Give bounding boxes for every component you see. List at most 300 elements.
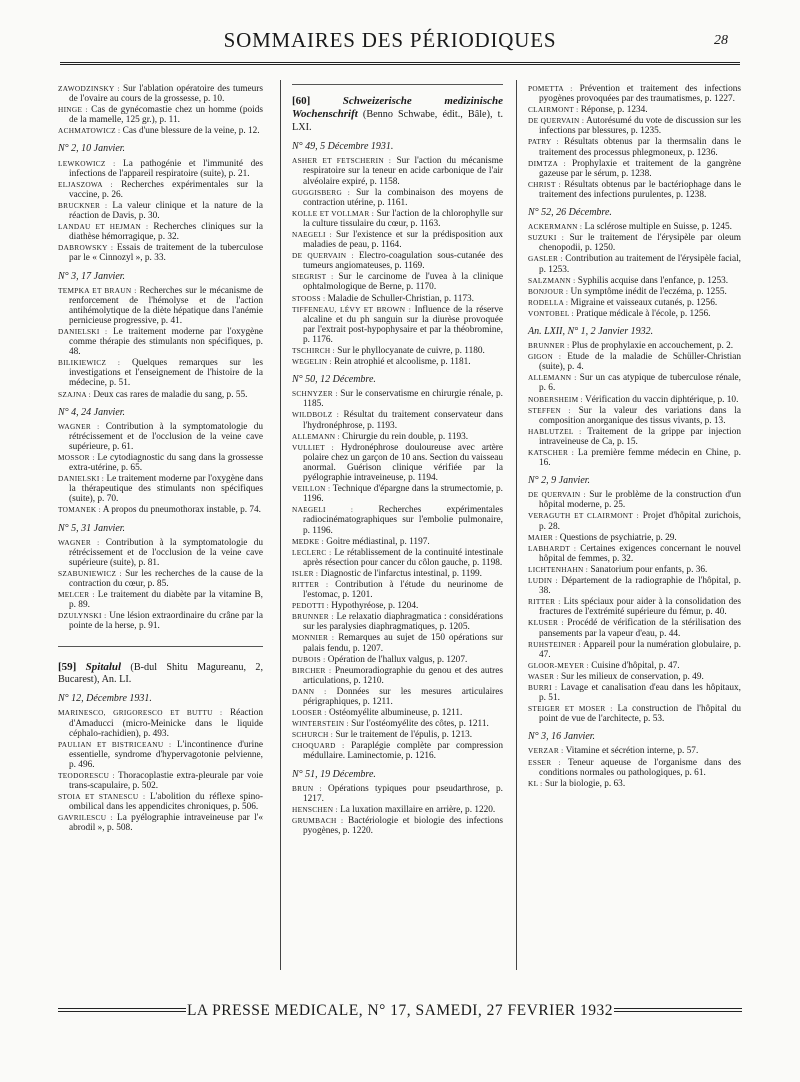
article-entry	[528, 640, 741, 660]
article-entry	[58, 422, 263, 452]
article-title: Sur la biologie, p. 63.	[544, 778, 626, 789]
article-entry	[528, 427, 741, 447]
article-entry	[58, 390, 263, 400]
article-title: Pratique médicale à l'école, p. 1256.	[576, 308, 711, 319]
page-number: 28	[714, 33, 728, 48]
article-entry	[292, 633, 503, 653]
author-names: WASER :	[528, 671, 559, 681]
article-title: Thoracoplastie extra-pleurale par voie trans-scapulaire, p. 502.	[69, 770, 263, 792]
author-names: DANIELSKI :	[58, 474, 105, 484]
article-title: Le rétablissement de la continuité intestinale après résection pour cancer du côlon gauche, p. 1198.	[303, 547, 504, 568]
entry-list	[528, 222, 741, 319]
article-entry	[58, 159, 263, 179]
article-entry	[528, 533, 741, 543]
article-title: Contribution à la symptomatologie du rétrécissement et de l'occlusion de la veine cave supérieure (suite), p. 81.	[69, 537, 263, 568]
article-entry	[58, 327, 263, 357]
issue-heading: N° 52, 26 Décembre.	[528, 207, 612, 219]
author-names: SUZUKI :	[528, 233, 565, 243]
article-entry	[292, 580, 503, 600]
article-entry	[528, 105, 741, 115]
article-title: Département de la radiographie de l'hôpital, p. 38.	[539, 576, 741, 597]
author-names: LABHARDT :	[528, 543, 577, 553]
article-title: Vérification du vaccin diphtérique, p. 10.	[585, 394, 739, 405]
article-title: Procédé de vérification de la stérilisation des pansements par la vapeur d'eau, p. 44.	[539, 618, 741, 639]
article-entry	[292, 251, 503, 271]
article-entry	[58, 792, 263, 812]
article-title: Etude de la maladie de Schüller-Christian (suite), p. 4.	[539, 352, 741, 373]
author-names: BIRCHER :	[292, 665, 332, 675]
column-1	[58, 84, 263, 835]
author-names: LECLERC :	[292, 547, 332, 557]
author-names: SCHURCH :	[292, 730, 334, 740]
article-title: Recherches expérimentales sur la vaccine, p. 26.	[69, 179, 263, 200]
author-names: ACKERMANN :	[528, 222, 583, 232]
article-title: Sur le problème de la construction d'un hôpital moderne, p. 25.	[539, 490, 741, 511]
author-names: TEMPKA ET BRAUN :	[58, 285, 137, 295]
article-title: Résultats obtenus par la thermsalin dans le traitement des processus phlegmoneux, p. 1236.	[539, 137, 741, 158]
article-title: Sur le traitement de l'érysipèle par oleum chenopodii, p. 1250.	[539, 233, 741, 254]
author-names: BRUNNER :	[292, 612, 334, 622]
author-names: VERZAR :	[528, 746, 564, 756]
article-title: Le traitement du diabète par la vitamine B, p. 89.	[69, 590, 263, 611]
journal-heading	[292, 95, 503, 134]
journal-name: Schweizerische medizinische Wochenschrift	[292, 95, 503, 121]
author-names: NAEGELI :	[292, 505, 354, 515]
article-title: L'incontinence d'urine essentielle, syndrome d'hypervagotonie pelvienne, p. 496.	[69, 739, 264, 770]
article-title: Syphilis acquise dans l'enfance, p. 1253.	[577, 275, 729, 286]
article-entry	[528, 352, 741, 372]
article-entry	[58, 590, 263, 610]
issue-heading: N° 2, 10 Janvier.	[58, 143, 126, 155]
entry-list	[528, 746, 741, 788]
author-names: WINTERSTEIN :	[292, 719, 349, 729]
author-names: ISLER :	[292, 568, 319, 578]
article-title: Technique d'épargne dans la strumectomie, p. 1196.	[303, 484, 504, 505]
article-entry	[292, 432, 503, 442]
article-title: Le traitement moderne par l'oxygène dans la thérapeutique des stimulants non spécifiques (suite), p. 70.	[69, 474, 264, 505]
article-title: Cas d'une blessure de la veine, p. 12.	[122, 126, 260, 137]
article-entry	[292, 655, 503, 665]
page-footer: LA PRESSE MEDICALE, N° 17, SAMEDI, 27 FEVRIER 1932	[186, 1002, 614, 1019]
author-names: LEWKOWICZ :	[58, 158, 116, 168]
article-title: Sur le conservatisme en chirurgie rénale, p. 1185.	[303, 389, 503, 410]
author-names: PEDOTTI :	[292, 601, 329, 611]
author-names: WAGNER :	[58, 421, 100, 431]
article-entry	[58, 180, 263, 200]
author-names: VEILLON :	[292, 484, 331, 494]
article-title: Sur l'ostéomyélite des côtes, p. 1211.	[351, 719, 489, 730]
article-entry	[528, 672, 741, 682]
article-title: Ostéomyélite albumineuse, p. 1211.	[328, 708, 463, 719]
author-names: KATSCHER :	[528, 448, 575, 457]
article-entry	[292, 730, 503, 740]
author-names: BONJOUR :	[528, 286, 569, 296]
article-entry	[292, 357, 503, 367]
article-entry	[528, 137, 741, 157]
article-entry	[58, 126, 263, 136]
author-names: DE QUERVAIN :	[528, 490, 586, 500]
article-title: Questions de psychiatrie, p. 29.	[559, 532, 677, 543]
article-title: Le cytodiagnostic du sang dans la grossesse extra-utérine, p. 65.	[69, 453, 263, 474]
article-title: La sclérose multiple en Suisse, p. 1245.	[584, 222, 732, 233]
author-names: LOOSER :	[292, 708, 327, 718]
article-entry	[292, 784, 503, 804]
article-entry	[58, 813, 263, 833]
issue-heading: N° 5, 31 Janvier.	[58, 522, 126, 534]
article-entry	[528, 746, 741, 756]
article-title: Prévention et traitement des infections pyogènes provoquées par des traumatismes, p. 1227.	[539, 84, 741, 105]
article-entry	[58, 474, 263, 504]
article-entry	[528, 565, 741, 575]
article-entry	[292, 741, 503, 761]
article-entry	[58, 358, 263, 388]
issue-heading: N° 3, 17 Janvier.	[58, 270, 126, 282]
article-title: Bactériologie et biologie des infections pyogènes, p. 1220.	[303, 815, 503, 837]
article-entry	[292, 612, 503, 632]
author-names: DANN :	[292, 686, 327, 696]
author-names: TEODORESCU :	[58, 770, 115, 780]
author-names: CLAIRMONT :	[528, 105, 579, 115]
issue-heading: An. LXII, N° 1, 2 Janvier 1932.	[528, 325, 654, 337]
article-entry	[528, 159, 741, 179]
article-title: Appareil pour la numération globulaire, p. 47.	[539, 639, 741, 660]
issue-heading: N° 4, 24 Janvier.	[58, 406, 126, 418]
article-title: Sanatorium pour enfants, p. 36.	[590, 564, 708, 575]
article-entry	[58, 505, 263, 515]
author-names: RITTER :	[528, 597, 561, 607]
author-names: ALLEMANN :	[292, 431, 340, 441]
article-entry	[528, 395, 741, 405]
article-entry	[528, 704, 741, 724]
author-names: DZULYNSKI :	[58, 611, 107, 621]
article-title: Pneumoradiographie du genou et des autres articulations, p. 1210.	[303, 665, 503, 686]
article-title: Données sur les mesures articulaires périgraphiques, p. 1211.	[303, 686, 504, 707]
author-names: WILDBOLZ :	[292, 410, 340, 420]
header-rule	[60, 62, 740, 65]
article-title: Diagnostic de l'infarctus intestinal, p. 1199.	[320, 568, 482, 579]
article-title: Contribution à la symptomatologie du rétrécissement et de l'occlusion de la veine cave supérieure, p. 61.	[69, 421, 263, 452]
article-entry	[292, 666, 503, 686]
article-title: La valeur clinique et la nature de la réaction de Davis, p. 30.	[69, 200, 264, 222]
article-title: Sur la combinaison des moyens de contraction utérine, p. 1161.	[303, 187, 503, 208]
article-entry	[528, 298, 741, 308]
issue-heading: N° 3, 16 Janvier.	[528, 731, 596, 743]
article-title: Prophylaxie et traitement de la gangrène gazeuse par le sérum, p. 1238.	[539, 158, 741, 179]
author-names: PAULIAN ET BISTRICEANU :	[58, 739, 172, 749]
article-title: Deux cas rares de maladie du sang, p. 55.	[93, 389, 248, 400]
article-title: Traitement de la grippe par injection intraveineuse de Ca, p. 15.	[539, 426, 742, 447]
entry-list	[58, 84, 263, 136]
article-title: Teneur aqueuse de l'organisme dans des conditions normales ou pathologiques, p. 61.	[539, 757, 742, 778]
article-title: Chirurgie du rein double, p. 1193.	[342, 431, 469, 442]
article-title: Résultat du traitement conservateur dans l'hydronéphrose, p. 1193.	[303, 410, 504, 431]
author-names: DIMTZA :	[528, 158, 566, 168]
author-names: CHOQUARD :	[292, 741, 345, 751]
article-entry	[292, 687, 503, 707]
article-entry	[528, 309, 741, 319]
author-names: VULLIET :	[292, 442, 334, 452]
article-entry	[528, 116, 741, 136]
article-title: La construction de l'hôpital du point de vue de l'architecte, p. 53.	[539, 704, 741, 725]
article-title: Goitre médiastinal, p. 1197.	[326, 536, 430, 547]
article-entry	[292, 708, 503, 718]
article-title: Sur les recherches de la cause de la contraction du cœur, p. 85.	[69, 568, 263, 590]
author-names: SZABUNIEWICZ :	[58, 568, 122, 578]
article-title: L'abolition du réflexe spino-ombilical dans les appendicites chroniques, p. 506.	[69, 792, 263, 813]
entry-list	[58, 286, 263, 400]
article-entry	[58, 201, 263, 221]
article-entry	[292, 346, 503, 356]
article-entry	[292, 505, 503, 535]
author-names: MAIER :	[528, 532, 558, 542]
article-title: Recherches sur le mécanisme de renforcement de l'hémolyse et de l'action antihémolytique de la diète hépatique dans l'anémie pernicieuse progressive, p. 41.	[69, 285, 264, 326]
article-entry	[528, 84, 741, 104]
issue-heading: N° 2, 9 Janvier.	[528, 475, 591, 487]
entry-list	[58, 422, 263, 516]
author-names: VONTOBEL :	[528, 308, 574, 318]
article-title: Sur l'ablation opératoire des tumeurs de l'ovaire au cours de la grossesse, p. 10.	[69, 84, 264, 105]
entry-list	[58, 708, 263, 833]
article-title: Opération de l'hallux valgus, p. 1207.	[327, 654, 468, 665]
article-entry	[58, 84, 263, 104]
article-title: Contribution à l'étude du neurinome de l'estomac, p. 1201.	[303, 579, 503, 601]
author-names: KL :	[528, 778, 543, 788]
article-entry	[58, 453, 263, 473]
article-title: Hydronéphrose douloureuse avec artère polaire chez un garçon de 10 ans. Section du vaisseau anormal. Guérison clinique vérifiée par la pyélographie intraveineuse, p. 1194.	[303, 442, 503, 484]
column-divider	[516, 80, 517, 970]
column-divider	[280, 80, 281, 970]
article-title: Sur le traitement de l'épulis, p. 1213.	[335, 730, 473, 741]
article-entry	[292, 548, 503, 568]
article-title: Projet d'hôpital zurichois, p. 28.	[539, 511, 742, 532]
author-names: ELJASZOWA :	[58, 179, 113, 189]
entry-list	[292, 389, 503, 761]
author-names: RODELLA :	[528, 297, 569, 307]
author-names: TOMANEK :	[58, 505, 101, 515]
author-names: MONNIER :	[292, 633, 335, 643]
author-names: BURRI :	[528, 682, 558, 692]
article-entry	[58, 740, 263, 770]
author-names: DE QUERVAIN :	[292, 251, 354, 261]
article-entry	[58, 105, 263, 125]
article-title: Recherches cliniques sur la diathèse hémorragique, p. 32.	[69, 222, 263, 243]
article-title: Certaines exigences concernant le nouvel hôpital de femmes, p. 32.	[539, 543, 742, 564]
author-names: NOBERSHEIM :	[528, 394, 583, 404]
article-entry	[292, 601, 503, 611]
article-title: Réaction d'Amaducci (micro-Meinicke dans le liquide céphalo-rachidien), p. 493.	[69, 708, 263, 739]
author-names: STEFFEN :	[528, 405, 571, 415]
article-title: Un symptôme inédit de l'eczéma, p. 1255.	[570, 286, 727, 297]
author-names: WEGELIN :	[292, 357, 332, 367]
article-entry	[528, 758, 741, 778]
article-entry	[528, 544, 741, 564]
article-title: Hypothyréose, p. 1204.	[331, 601, 419, 612]
section-rule	[292, 84, 503, 85]
article-title: Sur le carcinome de l'uvea à la clinique ophtalmologique de Berne, p. 1170.	[303, 272, 503, 293]
article-title: Lits spéciaux pour aider à la consolidation des fractures de l'extrémité supérieure du fémur, p. 40.	[539, 597, 741, 618]
author-names: GAVRILESCU :	[58, 813, 113, 823]
article-title: Le relaxatio diaphragmatica : considérations sur les paralysies diaphragmatiques, p. 1205.	[303, 612, 504, 633]
entry-list	[528, 84, 741, 200]
author-names: SALZMANN :	[528, 275, 576, 285]
article-entry	[528, 683, 741, 703]
article-title: Essais de traitement de la tuberculose par le « Cinnozyl », p. 33.	[69, 243, 263, 264]
article-title: La pathogénie et l'immunité des infections de l'appareil respiratoire (suite), p. 21.	[69, 158, 264, 179]
section-rule	[58, 646, 263, 647]
article-title: Sur la valeur des variations dans la composition anorganique des tissus vivants, p. 13.	[539, 405, 742, 426]
article-entry	[58, 538, 263, 568]
article-title: Electro-coagulation sous-cutanée des tumeurs angiomateuses, p. 1169.	[303, 251, 504, 272]
article-entry	[528, 661, 741, 671]
author-names: BRUN :	[292, 783, 322, 793]
article-entry	[292, 272, 503, 292]
author-names: BRUNNER :	[528, 341, 570, 351]
article-entry	[292, 569, 503, 579]
article-title: Le traitement moderne par l'oxygène comme thérapie des stimulants non spécifiques, p. 48.	[69, 326, 263, 358]
article-title: Influence de la réserve alcaline et du ph sanguin sur la diurèse provoquée par l'extrait post-hypophysaire et par la théobromine, p. 1176.	[303, 304, 503, 345]
author-names: MEDKE :	[292, 536, 324, 546]
journal-name: Spitalul	[85, 660, 122, 673]
author-names: MELCER :	[58, 590, 95, 600]
article-title: Sur un cas atypique de tuberculose rénale, p. 6.	[539, 373, 741, 394]
author-names: SCHNYZER :	[292, 389, 338, 399]
author-names: KOLLE ET VOLLMAR :	[292, 208, 375, 218]
article-title: Sur l'action du mécanisme respiratoire sur la teneur en acide carbonique de l'air alvéolaire expiré, p. 1158.	[303, 156, 503, 187]
article-entry	[528, 490, 741, 510]
article-entry	[528, 779, 741, 789]
entry-list	[58, 538, 263, 632]
author-names: KLUSER :	[528, 618, 564, 628]
author-names: DABROWSKY :	[58, 243, 114, 253]
article-title: Maladie de Schuller-Christian, p. 1173.	[327, 293, 475, 304]
article-title: A propos du pneumothorax instable, p. 74.	[102, 505, 262, 516]
article-title: Sur le phyllocyanate de cuivre, p. 1180.	[337, 346, 485, 356]
article-entry	[292, 389, 503, 409]
article-entry	[292, 188, 503, 208]
article-title: Opérations typiques pour pseudarthrose, p. 1217.	[303, 783, 503, 804]
article-entry	[58, 569, 263, 589]
author-names: VERAGUTH ET CLAIRMONT :	[528, 511, 639, 521]
article-entry	[292, 805, 503, 815]
article-title: Cas de gynécomastie chez un homme (poids de la mamelle, 125 gr.), p. 11.	[69, 105, 263, 126]
article-entry	[58, 243, 263, 263]
author-names: ESSER :	[528, 757, 561, 767]
journal-details: (Benno Schwabe, édit., Bâle), t. LXI.	[292, 109, 504, 133]
journal-details: (B-dul Shitu Magureanu, 2, Bucarest), An. LI.	[58, 661, 264, 685]
column-3	[528, 84, 741, 790]
author-names: GLOOR-MEYER :	[528, 660, 589, 670]
article-title: Remarques au sujet de 150 opérations sur palais fendu, p. 1207.	[303, 633, 503, 654]
article-entry	[292, 816, 503, 836]
article-title: Réponse, p. 1234.	[580, 105, 648, 116]
article-title: Vitamine et sécrétion interne, p. 57.	[565, 746, 699, 757]
article-title: Rein atrophié et alcoolisme, p. 1181.	[334, 357, 471, 368]
article-entry	[528, 287, 741, 297]
article-entry	[292, 209, 503, 229]
page-title: SOMMAIRES DES PÉRIODIQUES	[223, 28, 557, 52]
author-names: HABLUTZEL :	[528, 426, 582, 436]
author-names: TSCHIRCH :	[292, 346, 335, 355]
article-title: Une lésion extraordinaire du crâne par la pointe de la herse, p. 91.	[69, 611, 264, 632]
article-title: Résultats obtenus par le bactériophage dans le traitement des infections purulentes, p. 1238.	[539, 179, 742, 200]
author-names: LUDIN :	[528, 576, 558, 586]
journal-number: [60]	[292, 95, 311, 107]
author-names: ASHER ET FETSCHERIN :	[292, 156, 392, 166]
author-names: MARINESCO, GRIGORESCO ET BUTTU :	[58, 708, 223, 718]
author-names: WAGNER :	[58, 537, 100, 547]
article-entry	[528, 276, 741, 286]
entry-list	[58, 159, 263, 264]
author-names: RITTER :	[292, 579, 329, 589]
author-names: BRUCKNER :	[58, 200, 108, 210]
article-entry	[292, 537, 503, 547]
article-entry	[528, 222, 741, 232]
article-entry	[528, 180, 741, 200]
article-title: Quelques remarques sur les investigations et l'enseignement de l'histoire de la médecine, p. 51.	[69, 358, 264, 389]
article-title: Cuisine d'hôpital, p. 47.	[591, 660, 680, 671]
article-entry	[58, 771, 263, 791]
article-title: Lavage et canalisation d'eau dans les hôpitaux, p. 51.	[539, 682, 741, 704]
author-names: GIGON :	[528, 352, 562, 362]
article-entry	[528, 373, 741, 393]
article-entry	[292, 443, 503, 483]
author-names: TIFFENEAU, LÉVY ET BROWN :	[292, 304, 412, 314]
article-entry	[58, 222, 263, 242]
author-names: DE QUERVAIN :	[528, 116, 585, 126]
article-title: Autorésumé du vote de discussion sur les infections par blessures, p. 1235.	[539, 116, 741, 137]
article-entry	[58, 286, 263, 326]
article-entry	[292, 719, 503, 729]
article-title: Sur les milieux de conservation, p. 49.	[561, 671, 704, 682]
article-entry	[58, 708, 263, 738]
author-names: ACHMATOWICZ :	[58, 126, 121, 136]
entry-list	[528, 490, 741, 724]
article-entry	[528, 448, 741, 468]
author-names: BILIKIEWICZ :	[58, 358, 121, 368]
article-entry	[528, 597, 741, 617]
author-names: SZAJNA :	[58, 389, 92, 399]
article-entry	[528, 576, 741, 596]
author-names: STOIA ET STANESCU :	[58, 792, 146, 802]
article-title: Paraplégie complète par compression médullaire. Laminectomie, p. 1216.	[303, 741, 503, 762]
author-names: HINGE :	[58, 105, 88, 115]
author-names: DANIELSKI :	[58, 326, 108, 336]
author-names: GRUMBACH :	[292, 815, 344, 825]
article-entry	[528, 511, 741, 531]
author-names: HENSCHEN :	[292, 804, 338, 814]
author-names: SIEGRIST :	[292, 272, 334, 282]
article-title: Plus de prophylaxie en accouchement, p. 2.	[571, 341, 734, 352]
article-entry	[528, 618, 741, 638]
entry-list	[528, 341, 741, 468]
article-entry	[58, 611, 263, 631]
article-title: Sur l'existence et sur la prédisposition aux maladies de peau, p. 1164.	[303, 229, 503, 251]
author-names: LANDAU ET HEJMAN :	[58, 222, 149, 232]
article-title: La première femme médecin en Chine, p. 16.	[539, 448, 741, 469]
article-entry	[528, 254, 741, 274]
article-entry	[292, 484, 503, 504]
author-names: MOSSOR :	[58, 453, 95, 462]
column-2	[292, 84, 503, 837]
article-title: Sur l'action de la chlorophylle sur la culture tissulaire du cœur, p. 1163.	[303, 208, 503, 229]
article-title: La luxation maxillaire en arrière, p. 1220.	[340, 804, 496, 815]
issue-heading: N° 49, 5 Décembre 1931.	[292, 141, 394, 153]
author-names: GASLER :	[528, 254, 563, 264]
issue-heading: N° 50, 12 Décembre.	[292, 374, 376, 386]
article-entry	[292, 305, 503, 345]
issue-heading: N° 12, Décembre 1931.	[58, 693, 152, 705]
entry-list	[292, 784, 503, 836]
